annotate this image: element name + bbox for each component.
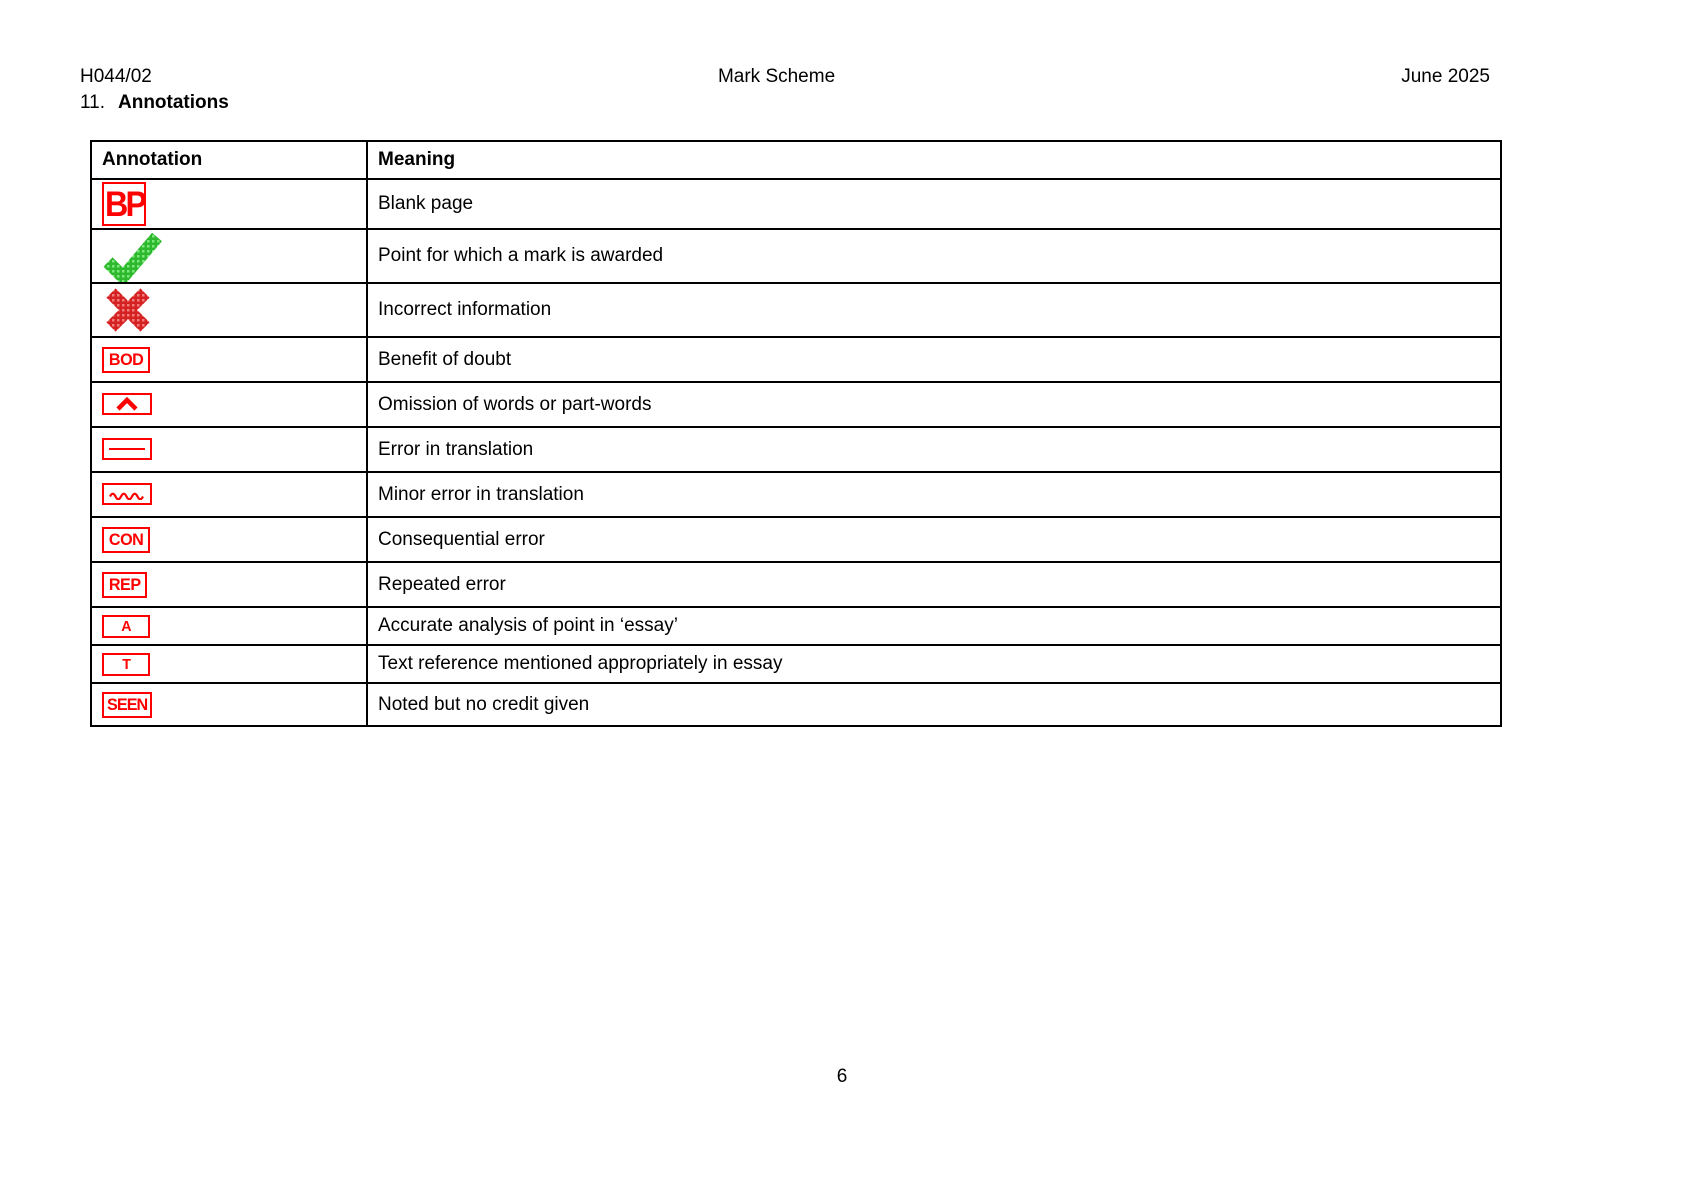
section-title: Annotations	[118, 92, 229, 113]
annotation-cell	[91, 427, 367, 472]
annotation-row	[91, 337, 1501, 382]
seen-stamp-icon	[102, 692, 152, 718]
paper-code: H044/02	[80, 66, 152, 87]
column-header-meaning: Meaning	[367, 141, 1501, 179]
bod-stamp-icon	[102, 347, 150, 373]
annotation-cell	[91, 337, 367, 382]
table-header-row	[91, 141, 1501, 179]
annotation-row	[91, 382, 1501, 427]
bp-stamp-icon	[102, 182, 146, 226]
caret-icon	[102, 393, 152, 415]
stamp-label: A	[121, 617, 131, 635]
con-stamp-icon	[102, 527, 150, 553]
stamp-label: BOD	[108, 350, 144, 369]
meaning-text: Minor error in translation	[367, 472, 1501, 517]
annotation-cell	[91, 382, 367, 427]
annotation-cell	[91, 683, 367, 726]
meaning-text: Point for which a mark is awarded	[367, 229, 1501, 283]
wavy-line-icon	[102, 483, 152, 505]
horizontal-line-icon	[102, 438, 152, 460]
exam-session: June 2025	[1401, 66, 1490, 87]
meaning-text: Benefit of doubt	[367, 337, 1501, 382]
annotation-cell	[91, 283, 367, 337]
stamp-label: BP	[105, 184, 145, 224]
annotation-row	[91, 427, 1501, 472]
document-title: Mark Scheme	[717, 66, 836, 87]
stamp-label: CON	[108, 530, 144, 549]
annotation-table-body	[91, 179, 1501, 726]
annotation-cell	[91, 229, 367, 283]
annotation-row	[91, 645, 1501, 683]
annotation-row	[91, 517, 1501, 562]
annotation-cell	[91, 472, 367, 517]
document-header	[80, 66, 1490, 89]
stamp-label: T	[121, 655, 131, 673]
stamp-label: SEEN	[107, 695, 148, 714]
meaning-text: Repeated error	[367, 562, 1501, 607]
section-heading	[80, 92, 229, 115]
a-stamp-icon	[102, 615, 150, 638]
column-header-annotation: Annotation	[91, 141, 367, 179]
annotation-cell	[91, 562, 367, 607]
green-tick-icon	[102, 230, 162, 282]
meaning-text: Accurate analysis of point in ‘essay’	[367, 607, 1501, 645]
meaning-text: Incorrect information	[367, 283, 1501, 337]
annotation-row	[91, 229, 1501, 283]
annotation-row	[91, 472, 1501, 517]
meaning-text: Blank page	[367, 179, 1501, 229]
annotation-row	[91, 562, 1501, 607]
annotations-table	[90, 140, 1502, 727]
meaning-text: Consequential error	[367, 517, 1501, 562]
annotation-cell	[91, 517, 367, 562]
section-number: 11.	[80, 92, 106, 113]
rep-stamp-icon	[102, 572, 147, 598]
meaning-text: Noted but no credit given	[367, 683, 1501, 726]
annotation-cell	[91, 607, 367, 645]
meaning-text: Text reference mentioned appropriately in essay	[367, 645, 1501, 683]
annotation-row	[91, 683, 1501, 726]
annotation-row	[91, 179, 1501, 229]
red-cross-icon	[102, 284, 154, 336]
stamp-label: REP	[108, 575, 141, 594]
annotation-cell	[91, 645, 367, 683]
meaning-text: Error in translation	[367, 427, 1501, 472]
annotation-row	[91, 283, 1501, 337]
annotation-cell	[91, 179, 367, 229]
meaning-text: Omission of words or part-words	[367, 382, 1501, 427]
t-stamp-icon	[102, 653, 150, 676]
annotation-row	[91, 607, 1501, 645]
page-number: 6	[836, 1066, 848, 1087]
